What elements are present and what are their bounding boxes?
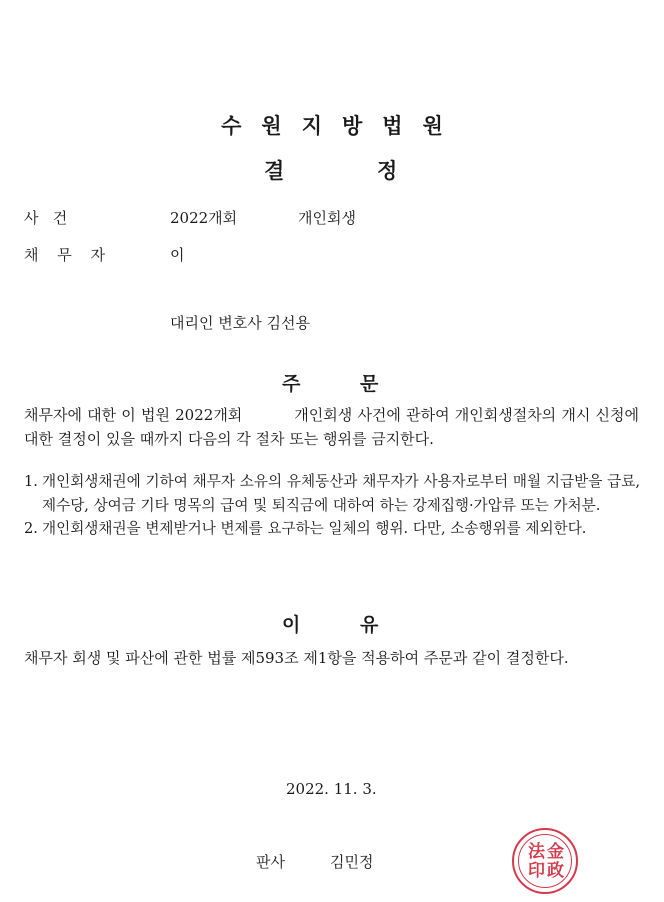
judge-title: 판사: [256, 853, 285, 871]
document-type-left: 결: [264, 159, 285, 183]
seal-char: 金: [547, 842, 564, 862]
debtor-name: 이: [170, 246, 185, 264]
seal-char: 法: [528, 842, 545, 862]
order-title-right: 문: [360, 373, 379, 395]
debtor-label: 채 무 자: [24, 246, 106, 264]
order-item-number: 1.: [24, 473, 38, 490]
agent-line: 대리인 변호사 김선용: [170, 314, 310, 332]
order-items: [24, 470, 640, 541]
order-intro-b: 개인회생 사건에 관하여 개인회생절차의 개시 신청에 대한 결정이 있을 때까지 다음의 각 절차 또는 행위를 금지한다.: [24, 406, 639, 448]
reason-text: 채무자 회생 및 파산에 관한 법률 제593조 제1항을 적용하여 주문과 같이 결정한다.: [24, 649, 569, 667]
order-item: [24, 517, 640, 541]
case-label: 사 건: [24, 209, 68, 227]
document-type-right: 정: [377, 159, 398, 183]
judge-name: 김민정: [330, 853, 374, 871]
order-intro-a: 채무자에 대한 이 법원 2022개회: [24, 406, 243, 424]
order-item-number: 2.: [24, 520, 38, 537]
order-item-text: 개인회생채권에 기하여 채무자 소유의 유체동산과 채무자가 사용자로부터 매월 지급받을 급료, 제수당, 상여금 기타 명목의 급여 및 퇴직금에 대하여 하는 강제집행·가압류 또는 가처분.: [42, 473, 640, 514]
case-number: 2022개회: [170, 209, 238, 227]
judge-seal: [512, 828, 578, 894]
order-item: [24, 470, 640, 517]
court-name: 수원지방법원: [221, 114, 463, 138]
order-item-text: 개인회생채권을 변제받거나 변제를 요구하는 일체의 행위. 다만, 소송행위를 제외한다.: [42, 520, 587, 537]
decision-date: 2022. 11. 3.: [286, 780, 377, 798]
order-title-left: 주: [282, 373, 301, 395]
reason-title-left: 이: [282, 614, 301, 636]
reason-title-right: 유: [360, 614, 379, 636]
seal-char: 印: [528, 861, 545, 881]
order-intro: [24, 403, 639, 451]
case-name: 개인회생: [298, 209, 356, 227]
seal-char: 政: [547, 861, 564, 881]
